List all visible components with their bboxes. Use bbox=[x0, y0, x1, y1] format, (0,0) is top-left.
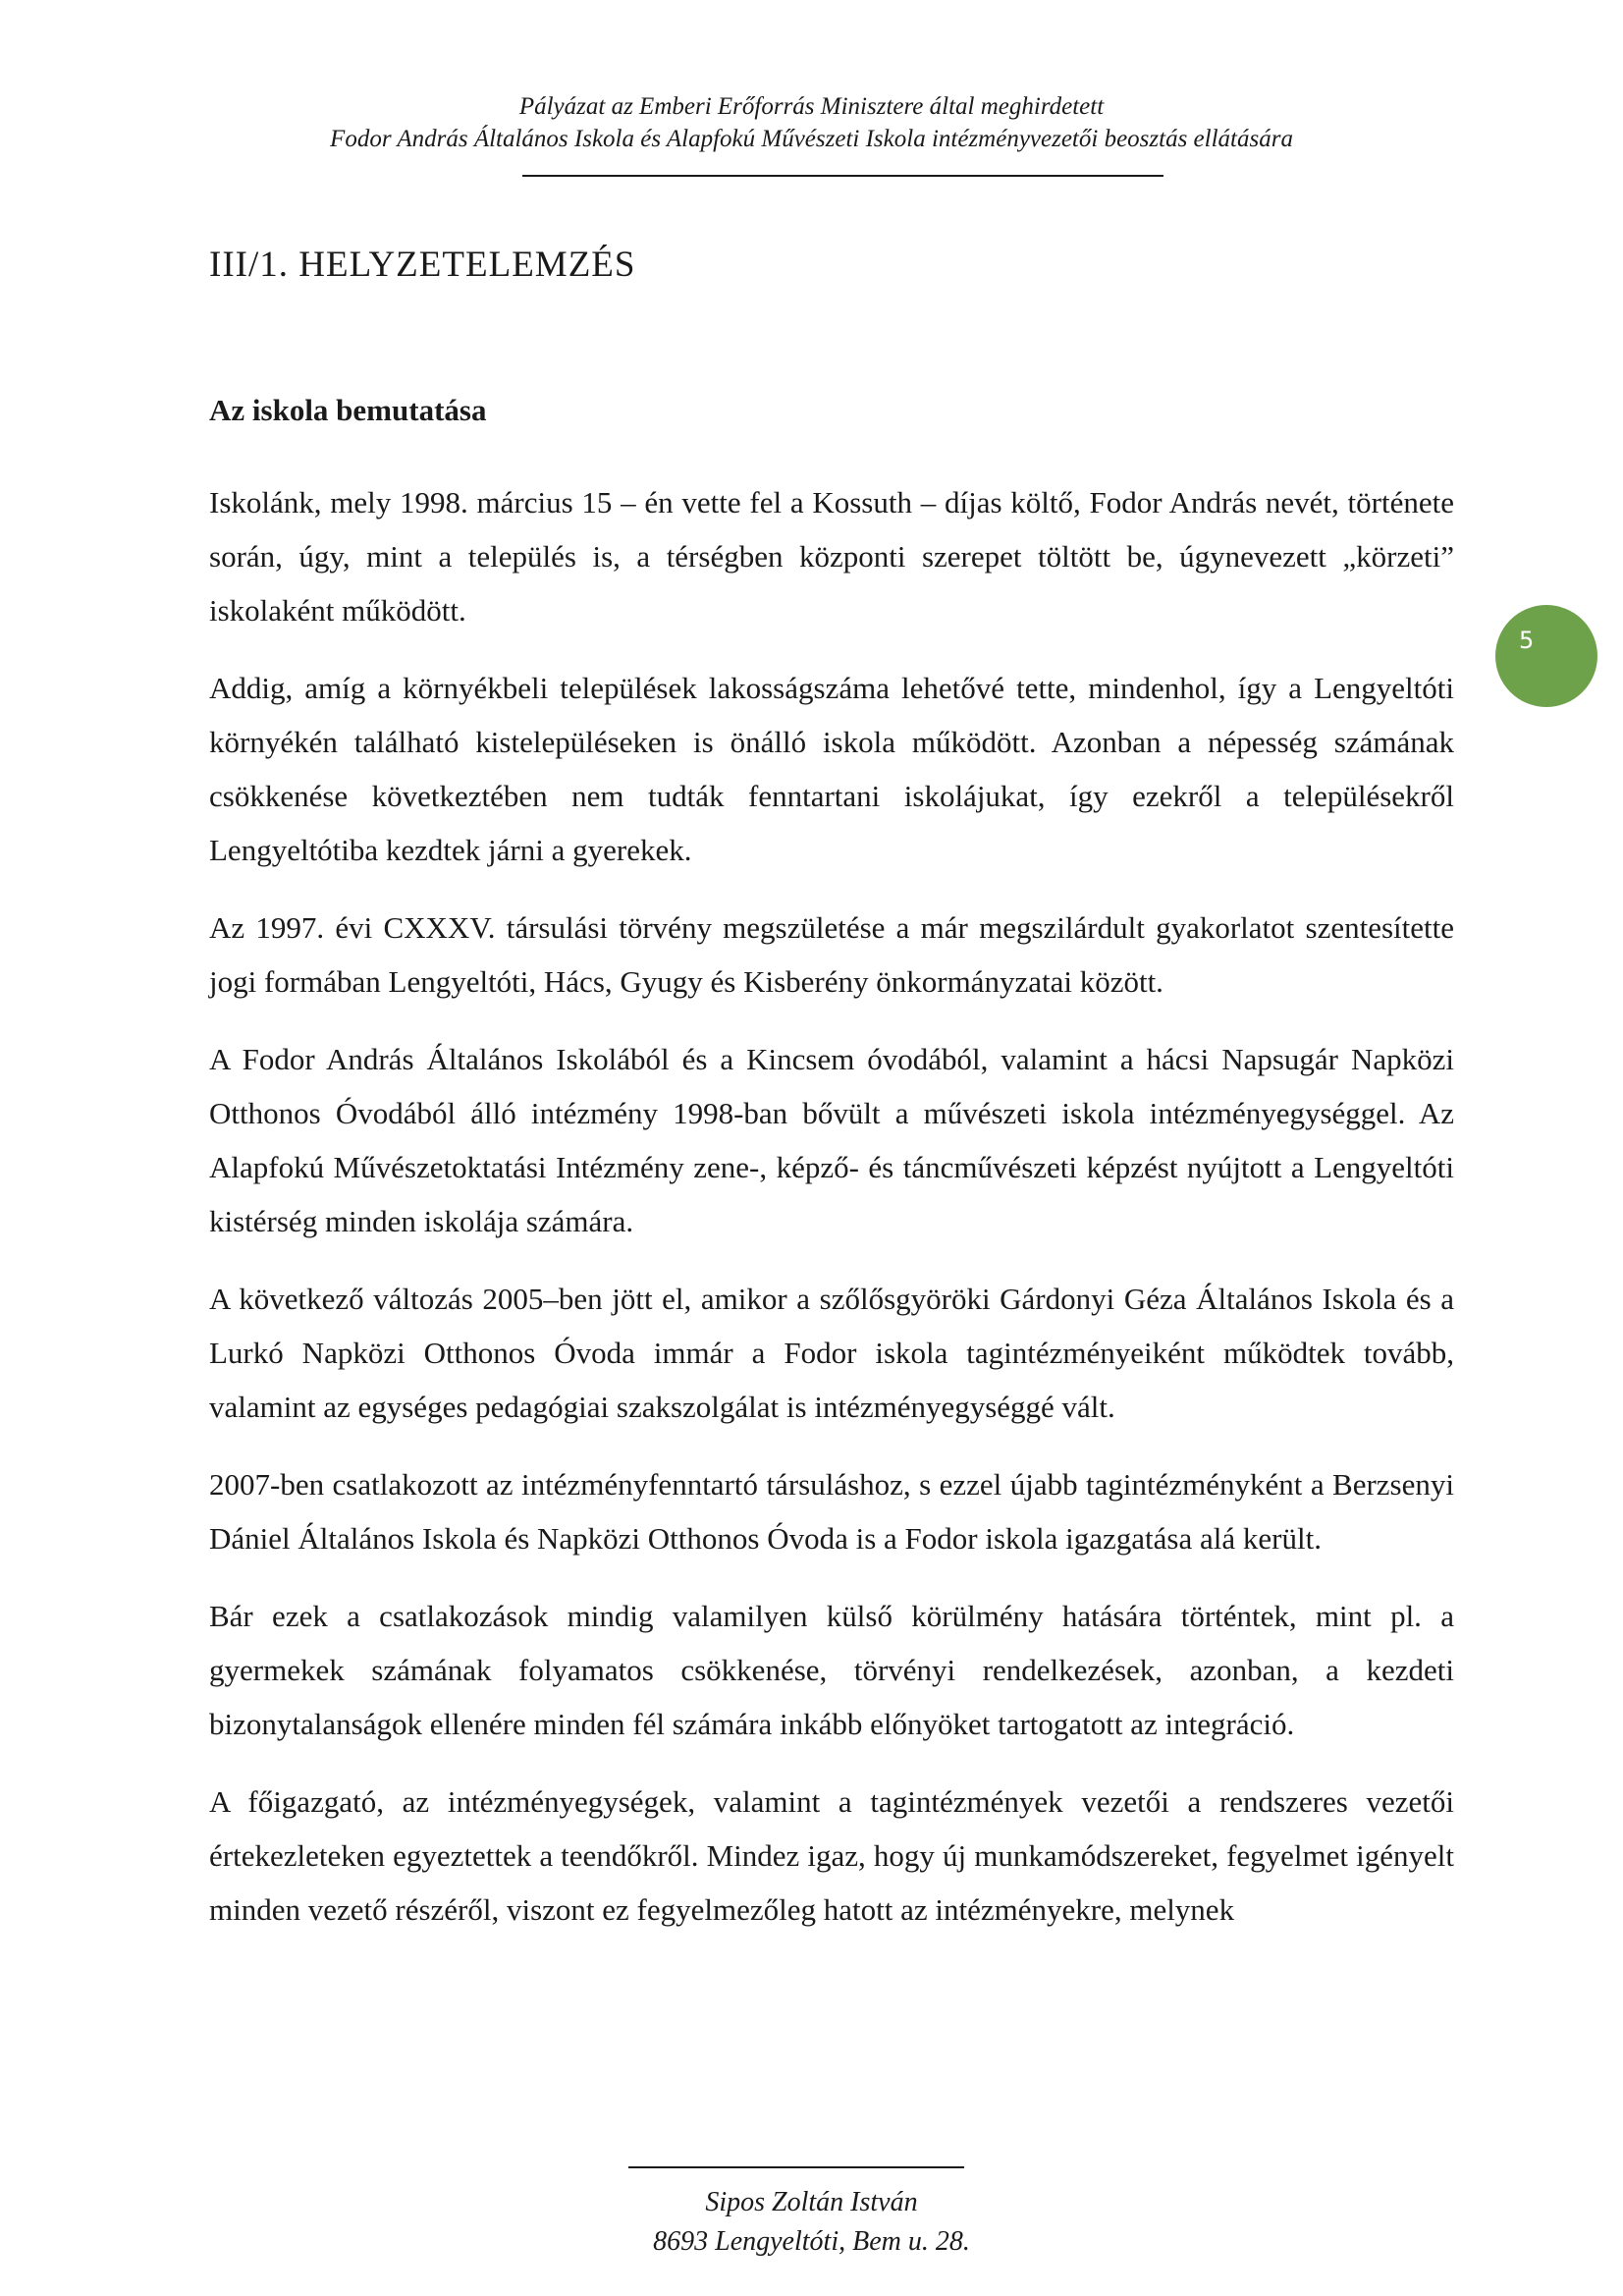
header-divider bbox=[522, 175, 1163, 177]
paragraph: A főigazgató, az intézményegységek, valamint a tagintézmények vezetői a rendszeres vezetői értekezleteken egyeztettek a teendőkről. Mindez igaz, hogy új munkamódszereket, fegyelmet igényelt minden vezető részéről, viszont ez fegyelmezőleg hatott az intézményekre, melynek bbox=[209, 1784, 1454, 1927]
section-title: III/1. HELYZETELEMZÉS bbox=[209, 245, 636, 285]
paragraph: 2007-ben csatlakozott az intézményfenntartó társuláshoz, s ezzel újabb tagintézményként a Berzsenyi Dániel Általános Iskola és Napközi Otthonos Óvoda is a Fodor iskola igazgatása alá került. bbox=[209, 1467, 1454, 1556]
footer-divider bbox=[628, 2166, 964, 2168]
page-header bbox=[0, 90, 1623, 155]
paragraph: Az 1997. évi CXXXV. társulási törvény megszületése a már megszilárdult gyakorlatot szentesítette jogi formában Lengyeltóti, Hács, Gyugy és Kisberény önkormányzatai között. bbox=[209, 910, 1454, 999]
page-footer bbox=[0, 2183, 1623, 2262]
subsection-title: Az iskola bemutatása bbox=[209, 393, 487, 427]
page-number: 5 bbox=[1519, 627, 1535, 654]
header-line-2: Fodor András Általános Iskola és Alapfokú Művészeti Iskola intézményvezetői beosztás ellátására bbox=[330, 126, 1293, 152]
body-text bbox=[209, 475, 1454, 1960]
paragraph: Iskolánk, mely 1998. március 15 – én vette fel a Kossuth – díjas költő, Fodor András nevét, története során, úgy, mint a település is, a térségben központi szerepet töltött be, úgynevezett „körzeti” iskolaként működött. bbox=[209, 485, 1454, 628]
paragraph: Bár ezek a csatlakozások mindig valamilyen külső körülmény hatására történtek, mint pl. a gyermekek számának folyamatos csökkenése, törvényi rendelkezések, azonban, a kezdeti bizonytalanságok ellenére minden fél számára inkább előnyöket tartogatott az integráció. bbox=[209, 1599, 1454, 1741]
paragraph: A Fodor András Általános Iskolából és a Kincsem óvodából, valamint a hácsi Napsugár Napközi Otthonos Óvodából álló intézmény 1998-ban bővült a művészeti iskola intézményegységgel. Az Alapfokú Művészetoktatási Intézmény zene-, képző- és táncművészeti képzést nyújtott a Lengyeltóti kistérség minden iskolája számára. bbox=[209, 1042, 1454, 1238]
paragraph: Addig, amíg a környékbeli települések lakosságszáma lehetővé tette, mindenhol, így a Lengyeltóti környékén található kistelepüléseken is önálló iskola működött. Azonban a népesség számának csökkenése következtében nem tudták fenntartani iskolájukat, így ezekről a településekről Lengyeltótiba kezdtek járni a gyerekek. bbox=[209, 671, 1454, 867]
footer-address: 8693 Lengyeltóti, Bem u. 28. bbox=[653, 2226, 970, 2257]
footer-author-name: Sipos Zoltán István bbox=[705, 2187, 918, 2217]
paragraph: A következő változás 2005–ben jött el, amikor a szőlősgyöröki Gárdonyi Géza Általános Iskola és a Lurkó Napközi Otthonos Óvoda immár a Fodor iskola tagintézményeiként működtek tovább, valamint az egységes pedagógiai szakszolgálat is intézményegységgé vált. bbox=[209, 1282, 1454, 1424]
header-line-1: Pályázat az Emberi Erőforrás Minisztere által meghirdetett bbox=[518, 93, 1105, 120]
page-number-badge bbox=[1495, 605, 1597, 707]
